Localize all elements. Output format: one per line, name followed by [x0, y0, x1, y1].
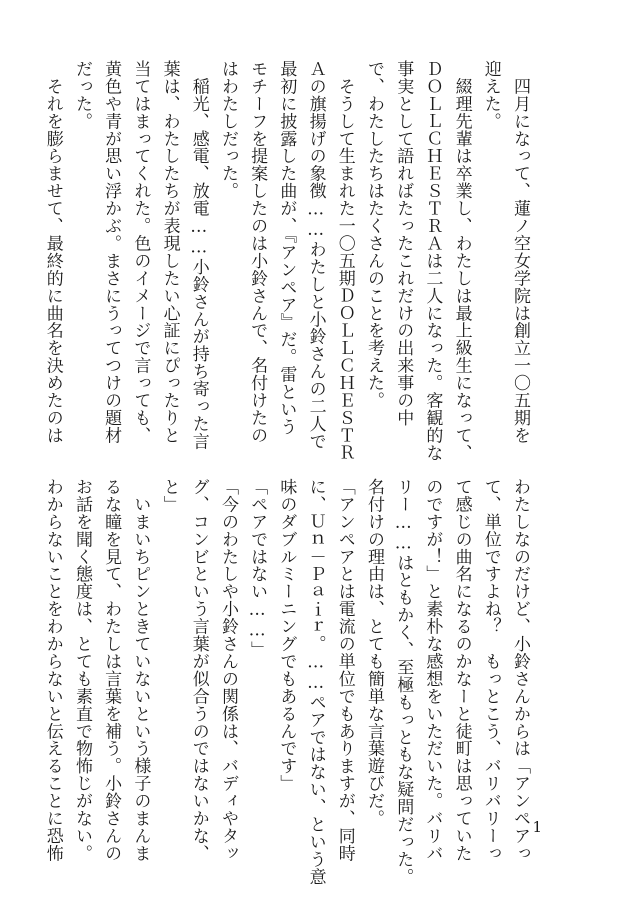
- page-number: 1: [532, 818, 542, 836]
- text-block-upper: 四月になって、蓮ノ空女学院は創立一〇五期を 迎えた。 綴理先輩は卒業し、わたしは最上級生になって、 ＤＯＬＬＣＨＥＳＴＲＡは二人になった。客観的な 事実として語ればたったこれだけの出来事の中 で、わたしたちはたくさんのことを考えた。 そうして生まれた一〇五期ＤＯＬＬＣＨＥＳＴＲ Ａの旗揚げの象徴……わたしと小鈴さんの二人で 最初に披露した曲が、『アンペア』だ。雷という モチーフを提案したのは小鈴さんで、名付けたの はわたしだった。 稲光、感電、放電……小鈴さんが持ち寄った言 葉は、わたしたちが表現したい心証にぴったりと 当てはまってくれた。色のイメージで言っても、 黄色や青が思い浮かぶ。まさにうってつけの題材 だった。 それを膨らませて、最終的に曲名を決めたのは: [42, 60, 530, 462]
- text-block-lower: わたしなのだけど、小鈴さんからは「アンペアっ て、単位ですよね？ もっとこう、バリバリーっ て感じの曲名になるのかなーと徒町は思っていた のですが！」と素朴な感想をいただいた。バリバ リー……はともかく、至極もっともな疑問だった。 名付けの理由は、とても簡単な言葉遊びだ。 「アンペアとは電流の単位でもありますが、同時 に、Ｕｎ－Ｐａｉｒ。……ペアではない、という意 味のダブルミーニングでもあるんです」 「ペアではない……」 「今のわたしや小鈴さんの関係は、バディやタッ グ、コンビという言葉が似合うのではないかな、 と」 いまいちピンときていないという様子のまんま るな瞳を見て、わたしは言葉を補う。小鈴さんの お話を聞く態度は、とても素直で物怖じがない。 わからないことをわからないと伝えることに恐怖: [42, 478, 530, 886]
